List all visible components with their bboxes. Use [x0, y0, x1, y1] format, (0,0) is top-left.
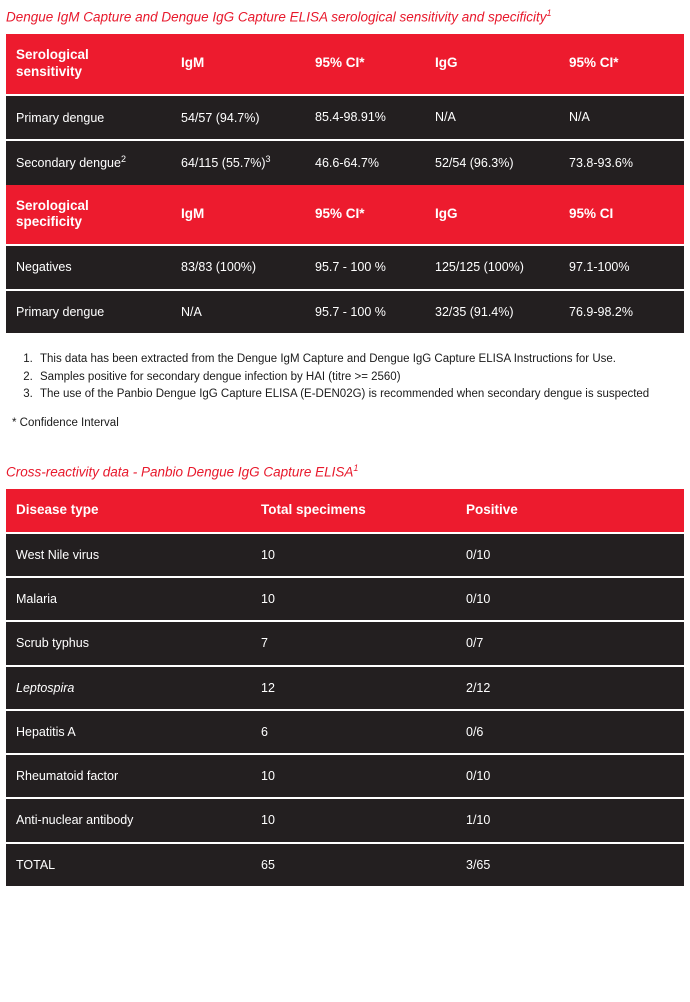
table-row-total — [6, 843, 684, 886]
row-label — [6, 95, 171, 140]
row-label: Negatives — [6, 245, 171, 289]
row-igg-ci: 73.8-93.6% — [559, 140, 684, 184]
header-disease-type: Disease type — [6, 489, 251, 533]
sensitivity-header-igm: IgM — [171, 34, 305, 95]
row-igm-value: 54/57 (94.7%) — [181, 110, 260, 125]
cross-reactivity-header-row — [6, 489, 684, 533]
row-label-text: Primary dengue — [16, 110, 105, 125]
specificity-header-igm: IgM — [171, 185, 305, 246]
table1-notes — [6, 351, 684, 403]
row-positive: 0/10 — [456, 533, 684, 577]
sensitivity-header-igm-ci: 95% CI* — [305, 34, 425, 95]
row-igg: 125/125 (100%) — [425, 245, 559, 289]
row-total: 10 — [251, 533, 456, 577]
row-disease: TOTAL — [6, 843, 251, 886]
row-igg-ci: 97.1-100% — [559, 245, 684, 289]
row-total: 12 — [251, 666, 456, 710]
row-disease: Scrub typhus — [6, 621, 251, 665]
specificity-header-row — [6, 185, 684, 246]
row-disease: Malaria — [6, 577, 251, 621]
row-total: 10 — [251, 798, 456, 842]
row-igm-ci: 95.7 - 100 % — [305, 245, 425, 289]
table1-caption — [0, 0, 690, 34]
specificity-header-line2: specificity — [16, 214, 83, 230]
row-igm: 83/83 (100%) — [171, 245, 305, 289]
row-positive: 3/65 — [456, 843, 684, 886]
table-row — [6, 290, 684, 333]
row-igg: 32/35 (91.4%) — [425, 290, 559, 333]
row-positive: 2/12 — [456, 666, 684, 710]
sensitivity-header-igg-ci: 95% CI* — [559, 34, 684, 95]
specificity-header-igg-ci: 95% CI — [559, 185, 684, 246]
table-row — [6, 577, 684, 621]
row-igm — [171, 95, 305, 140]
table-row — [6, 533, 684, 577]
row-igm-ci: 85.4-98.91% — [305, 95, 425, 140]
specificity-header-igg: IgG — [425, 185, 559, 246]
specificity-header-label — [6, 185, 171, 246]
row-igg-ci: N/A — [559, 95, 684, 140]
row-disease: West Nile virus — [6, 533, 251, 577]
row-label-text: Secondary dengue — [16, 156, 121, 171]
notes-list — [10, 351, 684, 403]
row-positive: 0/6 — [456, 710, 684, 754]
row-igg: 52/54 (96.3%) — [425, 140, 559, 184]
row-igm-ci: 46.6-64.7% — [305, 140, 425, 184]
sensitivity-header-label — [6, 34, 171, 95]
row-label: Primary dengue — [6, 290, 171, 333]
row-disease: Hepatitis A — [6, 710, 251, 754]
row-total: 10 — [251, 577, 456, 621]
row-positive: 0/10 — [456, 577, 684, 621]
row-igm-value: 64/115 (55.7%) — [181, 156, 266, 171]
sensitivity-header-igg: IgG — [425, 34, 559, 95]
table-row — [6, 245, 684, 289]
table-row — [6, 140, 684, 184]
row-label — [6, 140, 171, 184]
row-positive: 1/10 — [456, 798, 684, 842]
table1-caption-superscript: 1 — [546, 8, 552, 18]
row-label-superscript: 2 — [120, 154, 126, 165]
note-item: 2. Samples positive for secondary dengue infection by HAI (titre >= 2560) — [36, 369, 684, 386]
row-total: 6 — [251, 710, 456, 754]
sensitivity-header-row — [6, 34, 684, 95]
row-total: 10 — [251, 754, 456, 798]
note-item: 1. This data has been extracted from the Dengue IgM Capture and Dengue IgG Capture ELISA Instructions for Use. — [36, 351, 684, 368]
row-disease: Anti-nuclear antibody — [6, 798, 251, 842]
section-spacer — [0, 429, 690, 455]
header-total-specimens: Total specimens — [251, 489, 456, 533]
header-positive: Positive — [456, 489, 684, 533]
row-igm-superscript: 3 — [265, 154, 271, 165]
table-row — [6, 666, 684, 710]
cross-reactivity-table — [6, 489, 684, 886]
row-igg: N/A — [425, 95, 559, 140]
row-disease-italic: Leptospira — [16, 680, 75, 695]
serology-table — [6, 34, 684, 333]
sensitivity-header-line2: sensitivity — [16, 63, 83, 79]
specificity-header-line1: Serological — [16, 197, 89, 213]
row-positive: 0/10 — [456, 754, 684, 798]
specificity-header-igm-ci: 95% CI* — [305, 185, 425, 246]
bottom-spacer — [0, 886, 690, 896]
table-row — [6, 621, 684, 665]
row-igm: N/A — [171, 290, 305, 333]
row-igg-ci: 76.9-98.2% — [559, 290, 684, 333]
row-positive: 0/7 — [456, 621, 684, 665]
table2-caption-text: Cross-reactivity data - Panbio Dengue IgG Capture ELISA — [6, 464, 354, 480]
row-disease: Rheumatoid factor — [6, 754, 251, 798]
table-row — [6, 754, 684, 798]
row-igm-ci: 95.7 - 100 % — [305, 290, 425, 333]
row-igm — [171, 140, 305, 184]
sensitivity-header-line1: Serological — [16, 47, 89, 63]
table-row — [6, 95, 684, 140]
table2-caption-superscript: 1 — [353, 462, 359, 473]
table-row — [6, 710, 684, 754]
row-total: 65 — [251, 843, 456, 886]
confidence-interval-footnote: * Confidence Interval — [12, 416, 119, 429]
row-disease — [6, 666, 251, 710]
table-row — [6, 798, 684, 842]
row-total: 7 — [251, 621, 456, 665]
table1-caption-text: Dengue IgM Capture and Dengue IgG Capture ELISA serological sensitivity and specificity — [6, 9, 547, 25]
note-item: 3. The use of the Panbio Dengue IgG Capture ELISA (E-DEN02G) is recommended when secondary dengue is suspected — [36, 386, 684, 403]
table2-caption — [0, 455, 690, 489]
